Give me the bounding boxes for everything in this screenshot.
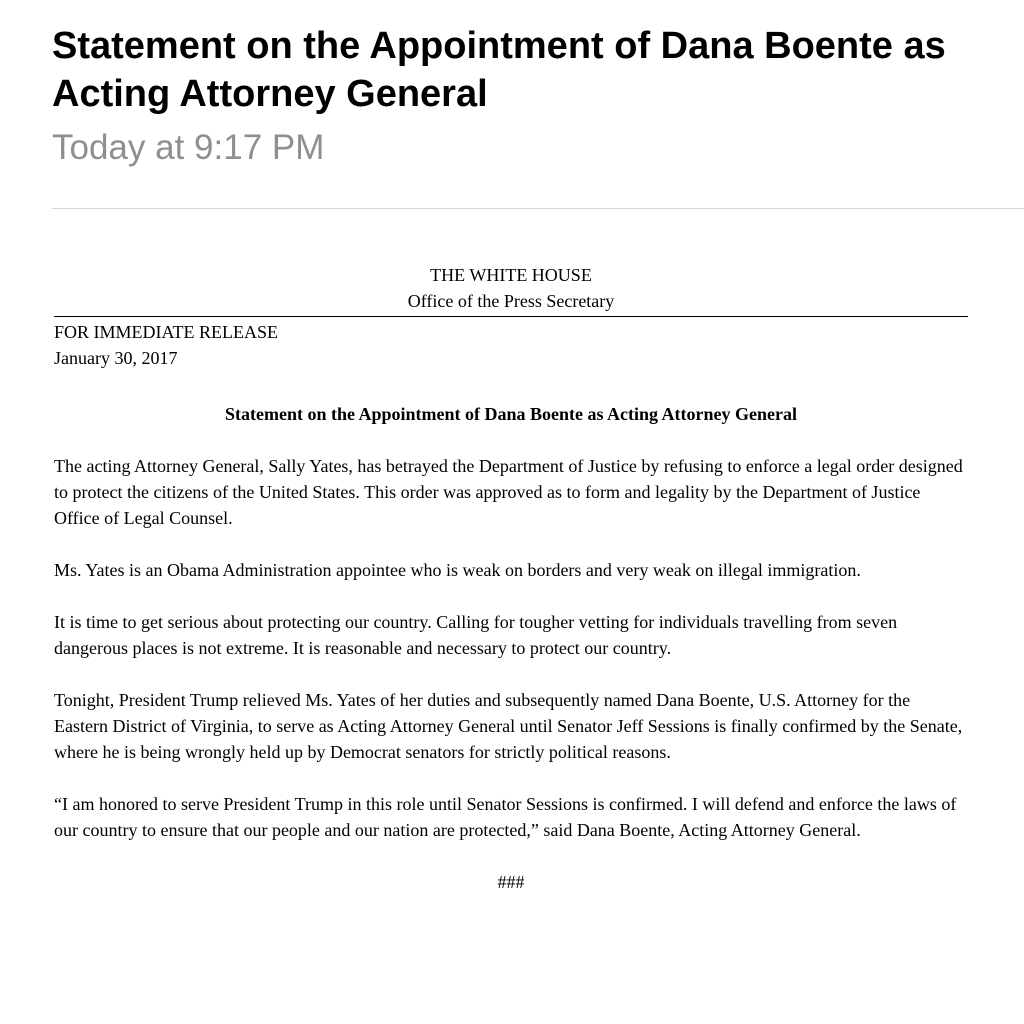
paragraph: Ms. Yates is an Obama Administration appointee who is weak on borders and very weak on illegal immigration. [54,560,861,580]
release-info [54,319,968,371]
mail-subject: Statement on the Appointment of Dana Boente as Acting Attorney General [52,25,946,115]
paragraph: “I am honored to serve President Trump in this role until Senator Sessions is confirmed. I will defend and enforce the laws of our country to ensure that our people and our nation are protected,” said Dana Boente, Acting Attorney General. [54,794,957,840]
masthead-title: THE WHITE HOUSE [430,265,592,285]
mail-header [52,22,1012,170]
release-date: January 30, 2017 [54,348,178,368]
mail-date: Today at 9:17 PM [52,128,325,167]
paragraph: The acting Attorney General, Sally Yates, has betrayed the Department of Justice by refusing to enforce a legal order designed to protect the citizens of the United States. This order was approved as to form and legality by the Department of Justice Office of Legal Counsel. [54,456,963,528]
masthead-office: Office of the Press Secretary [407,291,615,311]
paragraph: Tonight, President Trump relieved Ms. Yates of her duties and subsequently named Dana Boente, U.S. Attorney for the Eastern District of Virginia, to serve as Acting Attorney General until Senator Jeff Sessions is finally confirmed by the Senate, where he is being wrongly held up by Democrat senators for strictly political reasons. [54,690,963,762]
end-mark: ### [497,872,525,892]
statement-body [54,453,968,843]
release-label: FOR IMMEDIATE RELEASE [54,322,278,342]
paragraph: It is time to get serious about protecting our country. Calling for tougher vetting for individuals travelling from seven dangerous places is not extreme. It is reasonable and necessary to protect our country. [54,612,898,658]
masthead [54,262,968,314]
press-release [54,262,968,895]
statement-title: Statement on the Appointment of Dana Boente as Acting Attorney General [225,404,797,424]
masthead-rule [54,316,968,317]
header-divider [52,208,1024,209]
